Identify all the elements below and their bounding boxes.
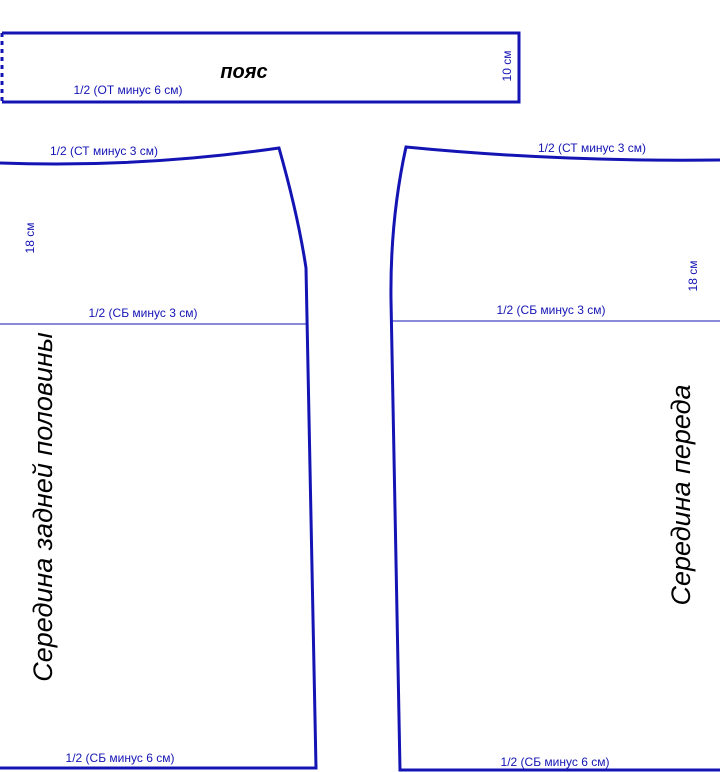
back-center-label: Середина задней половины bbox=[28, 332, 58, 682]
back-depth-label: 18 см bbox=[23, 222, 37, 254]
belt-piece bbox=[2, 33, 519, 102]
front-depth-label: 18 см bbox=[686, 260, 700, 292]
back-hip-label: 1/2 (СБ минус 3 см) bbox=[88, 306, 198, 320]
front-hip-label: 1/2 (СБ минус 3 см) bbox=[496, 303, 606, 317]
back-hem-label: 1/2 (СБ минус 6 см) bbox=[65, 751, 175, 765]
belt-title: пояс bbox=[220, 61, 268, 83]
front-panel bbox=[391, 141, 720, 770]
front-waist-label: 1/2 (СТ минус 3 см) bbox=[538, 141, 646, 155]
front-center-label: Середина переда bbox=[666, 384, 696, 606]
belt-width-label: 1/2 (ОТ минус 6 см) bbox=[73, 83, 183, 97]
back-panel bbox=[0, 144, 316, 768]
belt-height-label: 10 см bbox=[500, 50, 514, 82]
front-hem-label: 1/2 (СБ минус 6 см) bbox=[500, 755, 610, 769]
back-waist-label: 1/2 (СТ минус 3 см) bbox=[50, 144, 158, 158]
